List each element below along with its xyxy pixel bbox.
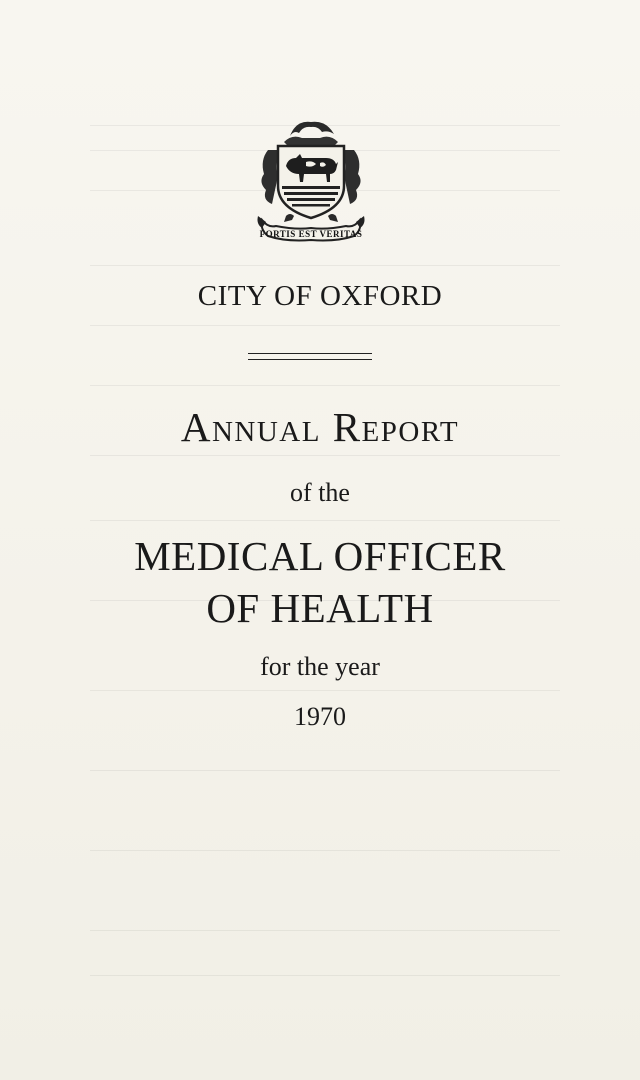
divider-rule-bottom [248,359,372,360]
oxford-coat-of-arms-icon [256,116,366,246]
officer-title-line1: MEDICAL OFFICER [134,533,506,579]
for-the-year-text: for the year [260,652,380,681]
report-title: Annual Report [180,404,460,450]
crest-motto: FORTIS EST VERITAS [259,229,363,239]
of-the-text: of the [290,478,350,507]
officer-title-line2: OF HEALTH [206,585,434,631]
divider-rule-top [248,353,372,354]
city-heading: CITY OF OXFORD [197,280,443,312]
report-year: 1970 [294,702,346,731]
